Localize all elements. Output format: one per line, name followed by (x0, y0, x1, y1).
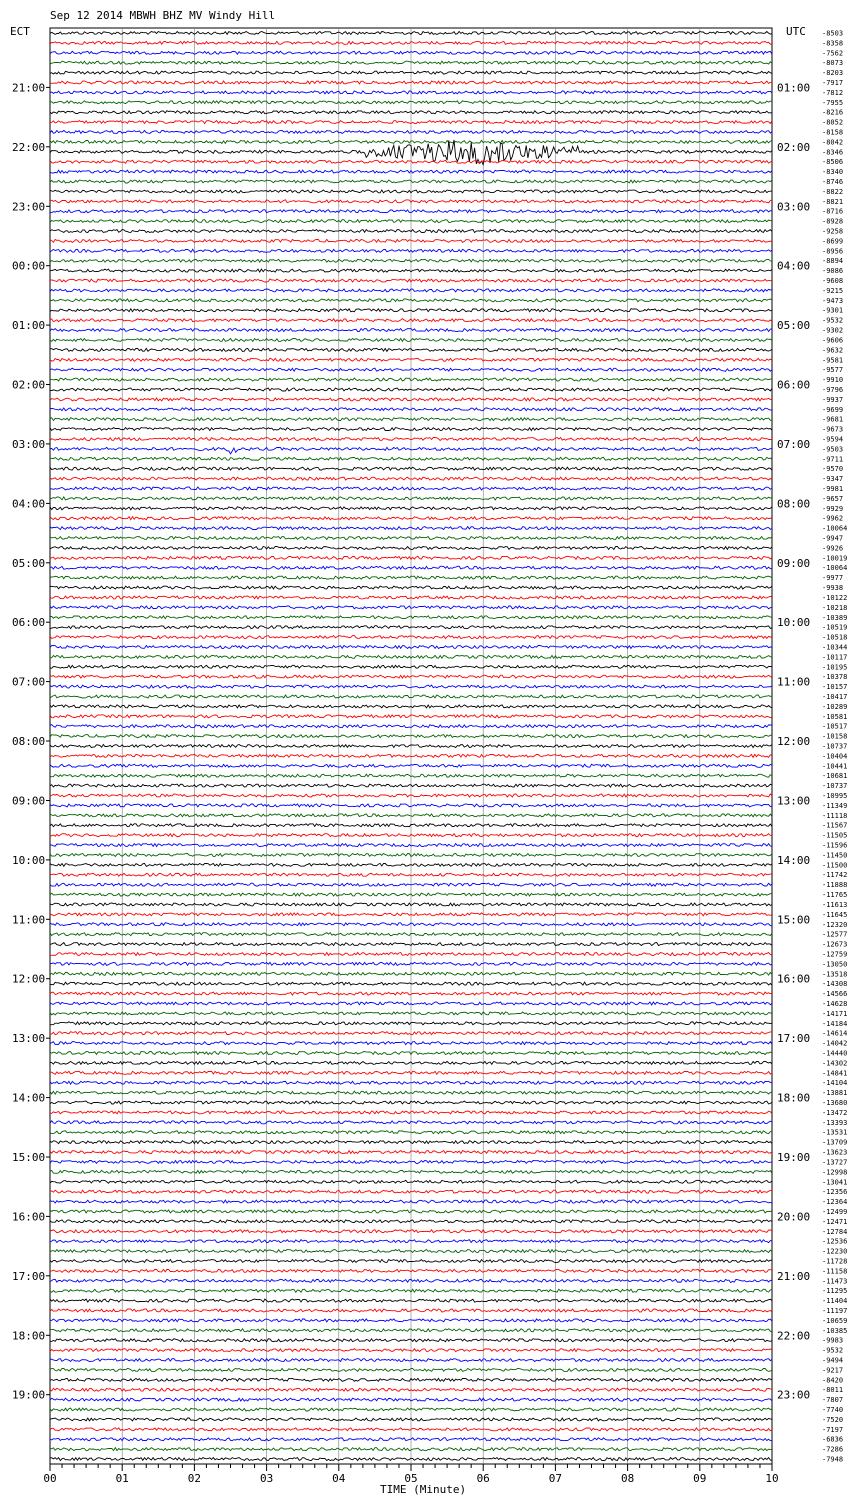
row-offset-value: -9983 (822, 1336, 844, 1345)
row-offset-value: -10389 (822, 613, 848, 622)
row-offset-value: -10519 (822, 623, 848, 632)
row-offset-value: -9962 (822, 514, 844, 523)
left-timezone-label: ECT (10, 25, 30, 38)
row-offset-value: -9570 (822, 465, 844, 474)
left-hour-label: 07:00 (12, 675, 46, 689)
row-offset-value: -7955 (822, 98, 844, 107)
row-offset-value: -8052 (822, 118, 844, 127)
right-hour-label: 04:00 (777, 259, 811, 273)
left-hour-label: 10:00 (12, 853, 46, 867)
row-offset-value: -12230 (822, 1247, 848, 1256)
row-offset-value: -13472 (822, 1108, 848, 1117)
row-offset-value: -9657 (822, 494, 844, 503)
row-offset-value: -9302 (822, 326, 844, 335)
right-hour-label: 01:00 (777, 81, 811, 95)
row-offset-value: -8928 (822, 217, 844, 226)
row-offset-value: -11728 (822, 1257, 848, 1266)
row-offset-value: -13709 (822, 1138, 848, 1147)
row-offset-value: -9494 (822, 1356, 844, 1365)
row-offset-value: -9926 (822, 544, 844, 553)
row-offset-value: -7562 (822, 49, 844, 58)
row-offset-value: -8716 (822, 207, 844, 216)
row-offset-value: -10518 (822, 633, 848, 642)
left-hour-label: 05:00 (12, 556, 46, 570)
row-offset-value: -9981 (822, 485, 844, 493)
row-offset-value: -12577 (822, 930, 848, 939)
row-offset-value: -10581 (822, 712, 848, 721)
row-offset-value: -14042 (822, 1039, 848, 1048)
row-offset-value: -8894 (822, 257, 844, 266)
row-offset-value: -14308 (822, 980, 848, 989)
row-offset-value: -13050 (822, 960, 848, 969)
row-offset-value: -11118 (822, 811, 848, 820)
row-offset-value: -9699 (822, 405, 844, 414)
row-offset-value: -14440 (822, 1049, 848, 1058)
row-offset-value: -9217 (822, 1366, 844, 1375)
right-hour-label: 09:00 (777, 556, 811, 570)
row-offset-value: -7740 (822, 1406, 844, 1414)
row-offset-value: -10157 (822, 683, 848, 692)
row-offset-value: -9681 (822, 415, 844, 424)
row-offset-value: -14171 (822, 1009, 848, 1018)
row-offset-value: -12364 (822, 1198, 848, 1207)
left-hour-label: 00:00 (12, 259, 46, 273)
row-offset-value: -11613 (822, 901, 848, 909)
row-offset-value: -12356 (822, 1188, 848, 1197)
row-offset-value: -14628 (822, 1000, 848, 1008)
left-hour-label: 17:00 (12, 1269, 46, 1283)
row-offset-value: -12320 (822, 920, 848, 929)
row-offset-value: -7197 (822, 1425, 844, 1434)
row-offset-value: -14104 (822, 1079, 848, 1088)
row-offset-value: -11567 (822, 821, 848, 830)
row-offset-value: -13680 (822, 1099, 848, 1107)
row-offset-value: -11295 (822, 1287, 848, 1296)
row-offset-value: -9947 (822, 534, 844, 543)
row-offset-value: -9581 (822, 356, 844, 365)
row-offset-value: -8956 (822, 247, 844, 256)
x-tick-label: 08 (620, 1472, 635, 1485)
row-offset-value: -11473 (822, 1277, 848, 1286)
right-hour-label: 18:00 (777, 1091, 811, 1105)
row-offset-value: -11888 (822, 881, 848, 890)
right-hour-label: 22:00 (777, 1329, 811, 1343)
right-hour-label: 14:00 (777, 853, 811, 867)
left-hour-label: 16:00 (12, 1210, 46, 1224)
row-offset-value: -9594 (822, 435, 844, 444)
right-hour-label: 03:00 (777, 200, 811, 214)
right-timezone-label: UTC (786, 25, 806, 38)
right-hour-label: 17:00 (777, 1032, 811, 1046)
x-tick-label: 06 (476, 1472, 490, 1485)
row-offset-value: -9347 (822, 475, 844, 484)
left-hour-label: 19:00 (12, 1388, 46, 1402)
row-offset-value: -9977 (822, 574, 844, 583)
row-offset-value: -11505 (822, 831, 848, 840)
right-hour-label: 20:00 (777, 1210, 811, 1224)
row-offset-value: -13531 (822, 1128, 848, 1137)
right-hour-label: 08:00 (777, 497, 811, 511)
row-offset-value: -9937 (822, 395, 844, 404)
left-hour-label: 14:00 (12, 1091, 46, 1105)
row-offset-value: -12471 (822, 1217, 848, 1226)
row-offset-value: -8420 (822, 1376, 844, 1385)
row-offset-value: -10218 (822, 603, 848, 612)
x-tick-label: 01 (115, 1472, 129, 1485)
row-offset-value: -8073 (822, 59, 844, 68)
left-hour-label: 18:00 (12, 1329, 46, 1343)
row-offset-value: -8821 (822, 197, 844, 206)
row-offset-value: -9929 (822, 504, 844, 513)
row-offset-value: -13727 (822, 1158, 848, 1167)
row-offset-value: -11197 (822, 1307, 848, 1315)
x-tick-label: 05 (404, 1472, 418, 1485)
row-offset-value: -12759 (822, 950, 848, 959)
row-offset-value: -12784 (822, 1227, 848, 1236)
row-offset-value: -8042 (822, 138, 844, 147)
row-offset-value: -12499 (822, 1208, 848, 1216)
row-offset-value: -8699 (822, 237, 844, 246)
row-offset-value: -9532 (822, 316, 844, 325)
row-offset-value: -10441 (822, 762, 848, 771)
row-offset-value: -9673 (822, 425, 844, 434)
left-hour-label: 12:00 (12, 972, 46, 986)
x-axis-label: TIME (Minute) (380, 1483, 467, 1496)
row-offset-value: -9796 (822, 386, 844, 394)
row-offset-value: -8346 (822, 148, 844, 157)
x-tick-label: 02 (187, 1472, 202, 1485)
row-offset-value: -10195 (822, 663, 848, 672)
row-offset-value: -6836 (822, 1435, 844, 1444)
row-offset-value: -9473 (822, 296, 844, 305)
right-hour-label: 23:00 (777, 1388, 811, 1402)
row-offset-value: -11158 (822, 1267, 848, 1276)
left-hour-label: 01:00 (12, 319, 46, 333)
right-hour-label: 06:00 (777, 378, 811, 392)
right-hour-label: 10:00 (777, 616, 811, 630)
row-offset-value: -14184 (822, 1019, 848, 1028)
row-offset-value: -11742 (822, 871, 848, 880)
row-offset-value: -7812 (822, 88, 844, 97)
row-offset-value: -11765 (822, 891, 848, 900)
left-hour-label: 06:00 (12, 616, 46, 630)
row-offset-value: -11500 (822, 861, 848, 870)
row-offset-value: -10659 (822, 1316, 848, 1325)
row-offset-value: -8340 (822, 168, 844, 177)
right-hour-label: 11:00 (777, 675, 811, 689)
row-offset-value: -9503 (822, 445, 844, 454)
row-offset-value: -9258 (822, 227, 844, 236)
x-tick-label: 04 (332, 1472, 346, 1485)
row-offset-value: -10737 (822, 782, 848, 791)
right-hour-label: 15:00 (777, 913, 811, 927)
row-offset-value: -11349 (822, 801, 848, 810)
row-offset-value: -7286 (822, 1445, 844, 1454)
x-tick-label: 03 (259, 1472, 274, 1485)
left-hour-label: 22:00 (12, 140, 46, 154)
left-hour-label: 04:00 (12, 497, 46, 511)
row-offset-value: -13623 (822, 1148, 848, 1157)
row-offset-value: -11450 (822, 851, 848, 860)
left-hour-label: 09:00 (12, 794, 46, 808)
row-offset-value: -13518 (822, 970, 848, 979)
row-offset-value: -11645 (822, 910, 848, 919)
row-offset-value: -9910 (822, 376, 844, 385)
row-offset-value: -10385 (822, 1326, 848, 1335)
left-hour-label: 03:00 (12, 437, 46, 451)
row-offset-value: -9606 (822, 336, 844, 345)
row-offset-value: -8503 (822, 29, 844, 38)
row-offset-value: -10117 (822, 653, 848, 662)
row-offset-value: -9577 (822, 366, 844, 375)
row-offset-value: -12536 (822, 1237, 848, 1246)
row-offset-value: -10417 (822, 693, 848, 701)
row-offset-value: -8011 (822, 1386, 844, 1395)
right-hour-label: 21:00 (777, 1269, 811, 1283)
row-offset-value: -13393 (822, 1118, 848, 1127)
row-offset-value: -8746 (822, 178, 844, 186)
right-hour-label: 05:00 (777, 319, 811, 333)
row-offset-value: -8203 (822, 69, 844, 78)
left-hour-label: 11:00 (12, 913, 46, 927)
left-hour-label: 13:00 (12, 1032, 46, 1046)
row-offset-value: -10122 (822, 593, 848, 602)
row-offset-value: -11596 (822, 841, 848, 850)
row-offset-value: -8158 (822, 128, 844, 137)
row-offset-value: -10517 (822, 722, 848, 731)
row-offset-value: -10158 (822, 732, 848, 741)
left-hour-label: 23:00 (12, 200, 46, 214)
row-offset-value: -14841 (822, 1069, 848, 1078)
row-offset-value: -11404 (822, 1297, 848, 1306)
row-offset-value: -9938 (822, 584, 844, 592)
row-offset-value: -10681 (822, 772, 848, 781)
left-hour-label: 08:00 (12, 735, 46, 748)
left-hour-label: 02:00 (12, 378, 46, 392)
row-offset-value: -14614 (822, 1029, 848, 1038)
x-tick-label: 09 (693, 1472, 707, 1485)
row-offset-value: -13041 (822, 1178, 848, 1187)
row-offset-value: -9086 (822, 267, 844, 276)
row-offset-value: -10378 (822, 673, 848, 682)
row-offset-value: -8216 (822, 108, 844, 117)
row-offset-value: -9532 (822, 1346, 844, 1355)
row-offset-value: -8822 (822, 187, 844, 196)
row-offset-value: -12673 (822, 940, 848, 949)
row-offset-value: -9632 (822, 346, 844, 355)
row-offset-value: -10289 (822, 702, 848, 711)
row-offset-value: -7917 (822, 79, 844, 87)
row-offset-value: -10344 (822, 643, 848, 652)
row-offset-value: -10019 (822, 554, 848, 563)
x-tick-label: 07 (548, 1472, 563, 1485)
row-offset-value: -10064 (822, 524, 848, 533)
row-offset-value: -7520 (822, 1415, 844, 1424)
x-tick-label: 00 (43, 1472, 57, 1485)
row-offset-value: -10737 (822, 742, 848, 751)
row-offset-value: -9608 (822, 277, 844, 285)
row-offset-value: -14566 (822, 990, 848, 999)
row-offset-value: -10995 (822, 792, 848, 800)
row-offset-value: -12998 (822, 1168, 848, 1177)
row-offset-value: -9215 (822, 286, 844, 295)
chart-title: Sep 12 2014 MBWH BHZ MV Windy Hill (50, 9, 276, 22)
x-tick-label: 10 (765, 1472, 779, 1485)
row-offset-value: -9711 (822, 455, 844, 464)
row-offset-value: -7807 (822, 1396, 844, 1405)
left-hour-label: 21:00 (12, 81, 46, 95)
row-offset-value: -8358 (822, 39, 844, 48)
right-hour-label: 13:00 (777, 794, 811, 808)
row-offset-value: -10404 (822, 752, 848, 761)
right-hour-label: 16:00 (777, 972, 811, 986)
row-offset-value: -7948 (822, 1455, 844, 1464)
right-hour-label: 02:00 (777, 140, 811, 154)
row-offset-value: -13881 (822, 1089, 848, 1098)
right-hour-label: 12:00 (777, 735, 811, 748)
row-offset-value: -8506 (822, 158, 844, 167)
row-offset-value: -9301 (822, 306, 844, 315)
row-offset-value: -10064 (822, 564, 848, 573)
row-offset-value: -14302 (822, 1059, 848, 1068)
right-hour-label: 07:00 (777, 437, 811, 451)
left-hour-label: 15:00 (12, 1151, 46, 1164)
right-hour-label: 19:00 (777, 1151, 811, 1164)
